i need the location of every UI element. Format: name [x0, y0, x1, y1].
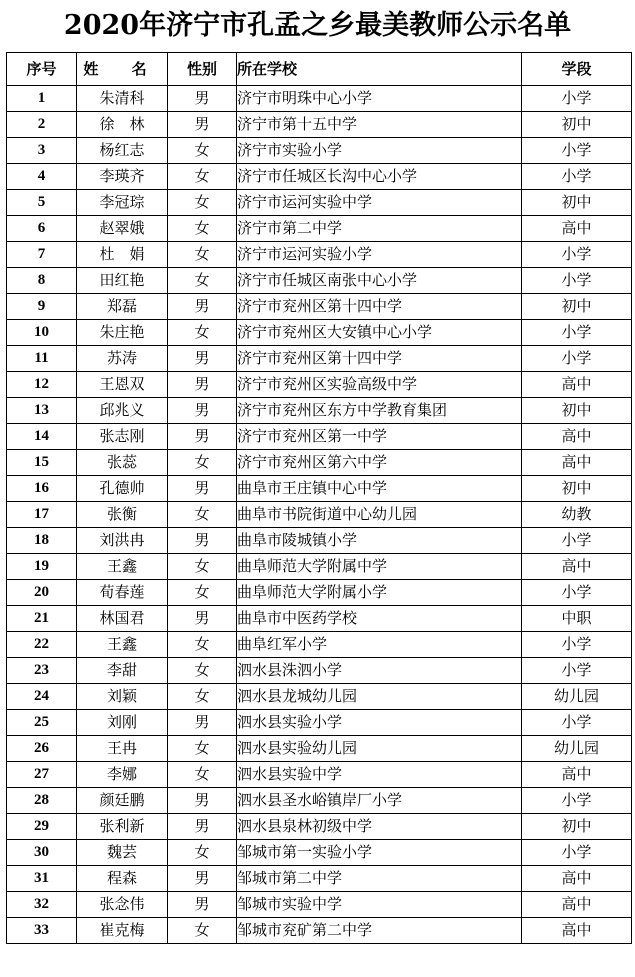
cell-name: 刘刚	[77, 710, 168, 736]
cell-school: 济宁市兖州区第十四中学	[237, 346, 522, 372]
cell-stage: 小学	[522, 320, 632, 346]
cell-stage: 初中	[522, 294, 632, 320]
table-row	[7, 788, 632, 814]
cell-name: 王恩双	[77, 372, 168, 398]
cell-name: 林国君	[77, 606, 168, 632]
table-row	[7, 892, 632, 918]
cell-school: 济宁市实验小学	[237, 138, 522, 164]
cell-school: 济宁市运河实验中学	[237, 190, 522, 216]
cell-school: 济宁市第二中学	[237, 216, 522, 242]
table-row	[7, 112, 632, 138]
cell-gender: 女	[168, 762, 237, 788]
cell-no: 33	[7, 918, 77, 944]
cell-stage: 小学	[522, 528, 632, 554]
cell-name: 王鑫	[77, 632, 168, 658]
cell-stage: 小学	[522, 658, 632, 684]
cell-gender: 女	[168, 242, 237, 268]
table-row	[7, 242, 632, 268]
table-row	[7, 840, 632, 866]
cell-school: 曲阜市王庄镇中心中学	[237, 476, 522, 502]
cell-school: 济宁市兖州区东方中学教育集团	[237, 398, 522, 424]
table-row	[7, 424, 632, 450]
cell-school: 泗水县龙城幼儿园	[237, 684, 522, 710]
cell-gender: 男	[168, 892, 237, 918]
cell-stage: 高中	[522, 554, 632, 580]
cell-no: 13	[7, 398, 77, 424]
cell-stage: 幼儿园	[522, 684, 632, 710]
cell-stage: 小学	[522, 164, 632, 190]
cell-gender: 男	[168, 476, 237, 502]
cell-no: 8	[7, 268, 77, 294]
header-stage: 学段	[522, 53, 632, 86]
table-row	[7, 814, 632, 840]
cell-gender: 男	[168, 372, 237, 398]
cell-school: 泗水县实验中学	[237, 762, 522, 788]
cell-stage: 小学	[522, 632, 632, 658]
cell-gender: 女	[168, 632, 237, 658]
cell-stage: 小学	[522, 242, 632, 268]
cell-name: 徐 林	[77, 112, 168, 138]
cell-stage: 小学	[522, 86, 632, 112]
cell-school: 曲阜红军小学	[237, 632, 522, 658]
cell-no: 18	[7, 528, 77, 554]
table-row	[7, 450, 632, 476]
cell-school: 泗水县泉林初级中学	[237, 814, 522, 840]
cell-no: 22	[7, 632, 77, 658]
cell-no: 28	[7, 788, 77, 814]
header-row	[7, 53, 632, 86]
cell-school: 邹城市第二中学	[237, 866, 522, 892]
table-row	[7, 580, 632, 606]
table-row	[7, 476, 632, 502]
cell-name: 程森	[77, 866, 168, 892]
table-row	[7, 762, 632, 788]
cell-school: 济宁市兖州区大安镇中心小学	[237, 320, 522, 346]
cell-stage: 幼教	[522, 502, 632, 528]
cell-no: 16	[7, 476, 77, 502]
cell-school: 济宁市任城区南张中心小学	[237, 268, 522, 294]
header-school: 所在学校	[237, 53, 522, 86]
cell-stage: 小学	[522, 580, 632, 606]
cell-stage: 高中	[522, 762, 632, 788]
cell-gender: 男	[168, 424, 237, 450]
cell-gender: 男	[168, 294, 237, 320]
cell-name: 苏涛	[77, 346, 168, 372]
cell-gender: 女	[168, 502, 237, 528]
cell-no: 10	[7, 320, 77, 346]
header-no: 序号	[7, 53, 77, 86]
cell-school: 曲阜师范大学附属中学	[237, 554, 522, 580]
cell-gender: 男	[168, 788, 237, 814]
cell-no: 11	[7, 346, 77, 372]
cell-name: 王冉	[77, 736, 168, 762]
cell-no: 3	[7, 138, 77, 164]
cell-gender: 女	[168, 190, 237, 216]
table-row	[7, 86, 632, 112]
cell-stage: 小学	[522, 710, 632, 736]
cell-gender: 男	[168, 814, 237, 840]
cell-stage: 高中	[522, 918, 632, 944]
teacher-roster-table	[6, 52, 632, 944]
cell-gender: 女	[168, 320, 237, 346]
cell-name: 张利新	[77, 814, 168, 840]
cell-school: 曲阜市中医药学校	[237, 606, 522, 632]
cell-no: 30	[7, 840, 77, 866]
cell-stage: 初中	[522, 814, 632, 840]
cell-name: 荀春莲	[77, 580, 168, 606]
cell-gender: 男	[168, 112, 237, 138]
cell-name: 朱清科	[77, 86, 168, 112]
cell-no: 21	[7, 606, 77, 632]
cell-gender: 女	[168, 164, 237, 190]
cell-no: 7	[7, 242, 77, 268]
cell-no: 24	[7, 684, 77, 710]
table-row	[7, 554, 632, 580]
cell-school: 曲阜市书院街道中心幼儿园	[237, 502, 522, 528]
cell-no: 12	[7, 372, 77, 398]
cell-gender: 女	[168, 138, 237, 164]
cell-stage: 小学	[522, 346, 632, 372]
cell-no: 23	[7, 658, 77, 684]
cell-name: 魏芸	[77, 840, 168, 866]
cell-name: 张念伟	[77, 892, 168, 918]
cell-school: 邹城市实验中学	[237, 892, 522, 918]
cell-name: 邱兆义	[77, 398, 168, 424]
cell-school: 曲阜师范大学附属小学	[237, 580, 522, 606]
cell-school: 济宁市明珠中心小学	[237, 86, 522, 112]
cell-no: 1	[7, 86, 77, 112]
table-row	[7, 658, 632, 684]
cell-no: 20	[7, 580, 77, 606]
cell-school: 济宁市兖州区第六中学	[237, 450, 522, 476]
cell-school: 泗水县洙泗小学	[237, 658, 522, 684]
table-row	[7, 502, 632, 528]
cell-gender: 女	[168, 918, 237, 944]
cell-school: 济宁市第十五中学	[237, 112, 522, 138]
cell-gender: 女	[168, 684, 237, 710]
cell-no: 19	[7, 554, 77, 580]
cell-name: 赵翠娥	[77, 216, 168, 242]
cell-no: 26	[7, 736, 77, 762]
cell-school: 泗水县实验幼儿园	[237, 736, 522, 762]
cell-name: 李冠琮	[77, 190, 168, 216]
cell-school: 泗水县实验小学	[237, 710, 522, 736]
cell-school: 邹城市兖矿第二中学	[237, 918, 522, 944]
cell-gender: 女	[168, 554, 237, 580]
cell-stage: 高中	[522, 424, 632, 450]
table-row	[7, 164, 632, 190]
cell-stage: 小学	[522, 788, 632, 814]
cell-name: 张志刚	[77, 424, 168, 450]
table-row	[7, 710, 632, 736]
cell-stage: 小学	[522, 268, 632, 294]
cell-stage: 高中	[522, 450, 632, 476]
cell-name: 颜廷鹏	[77, 788, 168, 814]
cell-stage: 高中	[522, 372, 632, 398]
cell-stage: 初中	[522, 398, 632, 424]
cell-gender: 男	[168, 346, 237, 372]
table-row	[7, 866, 632, 892]
cell-no: 9	[7, 294, 77, 320]
cell-gender: 男	[168, 398, 237, 424]
document-title: 2020年济宁市孔孟之乡最美教师公示名单	[63, 10, 572, 41]
cell-name: 刘洪冉	[77, 528, 168, 554]
cell-name: 李瑛齐	[77, 164, 168, 190]
cell-name: 田红艳	[77, 268, 168, 294]
cell-name: 孔德帅	[77, 476, 168, 502]
cell-name: 李娜	[77, 762, 168, 788]
table-row	[7, 606, 632, 632]
cell-gender: 女	[168, 840, 237, 866]
cell-school: 泗水县圣水峪镇岸厂小学	[237, 788, 522, 814]
cell-stage: 高中	[522, 216, 632, 242]
cell-gender: 男	[168, 866, 237, 892]
cell-school: 济宁市兖州区第一中学	[237, 424, 522, 450]
cell-gender: 女	[168, 736, 237, 762]
cell-name: 朱庄艳	[77, 320, 168, 346]
cell-name: 李甜	[77, 658, 168, 684]
table-row	[7, 684, 632, 710]
cell-stage: 初中	[522, 112, 632, 138]
cell-no: 4	[7, 164, 77, 190]
cell-stage: 初中	[522, 476, 632, 502]
cell-gender: 男	[168, 86, 237, 112]
table-row	[7, 346, 632, 372]
cell-school: 济宁市任城区长沟中心小学	[237, 164, 522, 190]
cell-name: 王鑫	[77, 554, 168, 580]
cell-name: 张蕊	[77, 450, 168, 476]
cell-school: 济宁市运河实验小学	[237, 242, 522, 268]
table-row	[7, 138, 632, 164]
table-row	[7, 528, 632, 554]
cell-school: 曲阜市陵城镇小学	[237, 528, 522, 554]
cell-no: 6	[7, 216, 77, 242]
table-row	[7, 320, 632, 346]
table-row	[7, 190, 632, 216]
cell-school: 济宁市兖州区第十四中学	[237, 294, 522, 320]
cell-no: 29	[7, 814, 77, 840]
cell-stage: 幼儿园	[522, 736, 632, 762]
header-name: 姓 名	[77, 53, 168, 86]
cell-no: 17	[7, 502, 77, 528]
cell-name: 杨红志	[77, 138, 168, 164]
cell-gender: 女	[168, 450, 237, 476]
table-row	[7, 736, 632, 762]
cell-stage: 高中	[522, 892, 632, 918]
table-row	[7, 294, 632, 320]
table-row	[7, 372, 632, 398]
cell-no: 27	[7, 762, 77, 788]
cell-no: 15	[7, 450, 77, 476]
cell-no: 2	[7, 112, 77, 138]
cell-gender: 女	[168, 658, 237, 684]
cell-gender: 男	[168, 606, 237, 632]
cell-gender: 女	[168, 216, 237, 242]
table-row	[7, 918, 632, 944]
cell-school: 邹城市第一实验小学	[237, 840, 522, 866]
cell-no: 14	[7, 424, 77, 450]
table-row	[7, 632, 632, 658]
cell-gender: 男	[168, 710, 237, 736]
cell-stage: 中职	[522, 606, 632, 632]
cell-stage: 高中	[522, 866, 632, 892]
cell-name: 刘颖	[77, 684, 168, 710]
cell-name: 张衡	[77, 502, 168, 528]
cell-no: 25	[7, 710, 77, 736]
cell-name: 杜 娟	[77, 242, 168, 268]
cell-name: 郑磊	[77, 294, 168, 320]
header-gender: 性别	[168, 53, 237, 86]
table-body	[7, 86, 632, 944]
table-row	[7, 216, 632, 242]
table-row	[7, 398, 632, 424]
table-header	[7, 53, 632, 86]
cell-gender: 男	[168, 528, 237, 554]
cell-gender: 女	[168, 580, 237, 606]
cell-no: 5	[7, 190, 77, 216]
table-row	[7, 268, 632, 294]
cell-stage: 小学	[522, 138, 632, 164]
cell-no: 32	[7, 892, 77, 918]
cell-no: 31	[7, 866, 77, 892]
cell-stage: 初中	[522, 190, 632, 216]
cell-name: 崔克梅	[77, 918, 168, 944]
cell-gender: 女	[168, 268, 237, 294]
cell-stage: 小学	[522, 840, 632, 866]
cell-school: 济宁市兖州区实验高级中学	[237, 372, 522, 398]
